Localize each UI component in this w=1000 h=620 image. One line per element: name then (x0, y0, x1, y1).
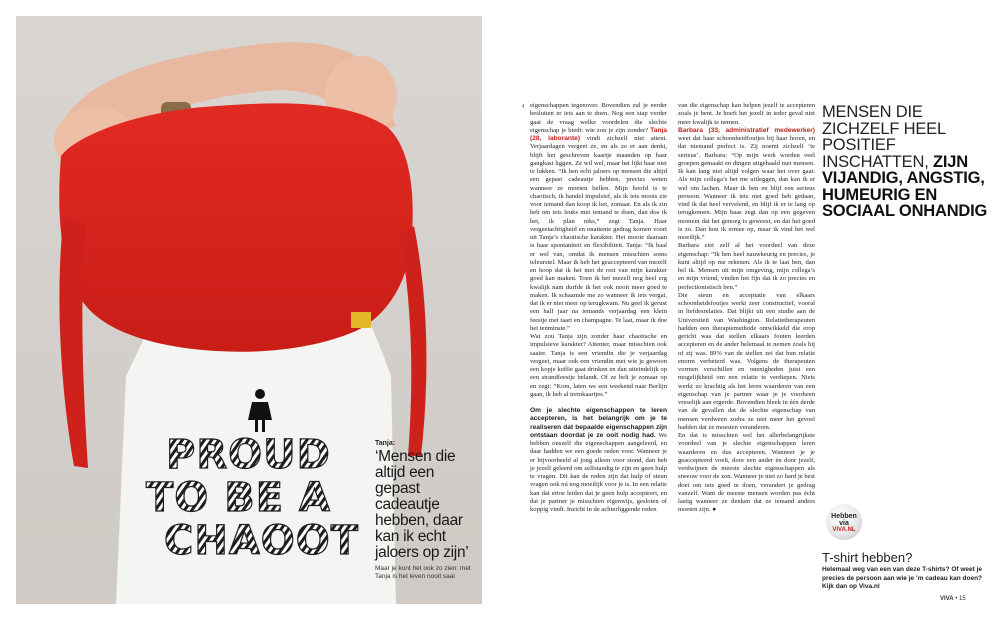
side-headline (822, 104, 992, 220)
shirt-text-line3: CHAOOT (164, 518, 360, 564)
badge-line3: VIVA.NL (832, 527, 856, 533)
shirt-text-line1: PROUD (166, 432, 331, 478)
pull-quote-speaker: Tanja: (375, 440, 396, 447)
column1-p1-text-b: vindt zichzelf niet attent. Verjaardagen vergeet ze, en als ze er aan denkt, blijft het geschreven kaartje maanden op haar gangkast liggen. Ze wil wel, maar het lijkt haar niet te lukken. “Ik ben echt jaloers op mensen die altijd een gepast cadeautje hebben, precies weten wanneer ze moeten bellen. Mijn hoofd is te chaotisch, ik handel impulsief, als ik iets moois zie voor iemand dan koop ik het, zomaar. En als ik zin heb om iets leuks met iemand te doen, dan doe ik het, ik plan niks,” zegt Tanja. Haar vergeetachtigheid en onattente gedrag komen voort uit Tanja’s chaotische karakter. Het mooie daaraan is haar spontaniteit en flexibiliteit. Tanja: “Ik baal er wel van, omdat ik mensen misschien soms teleurstel. Maar ik heb het geaccepteerd van mezelf en hoop dat ik het met de rest van mijn karakter goed kan maken. Toen ik het mezelf nog heel erg kwalijk nam durfde ik het ook nooit meer goed te maken. Ik schaamde me zo wanneer ik iets vergat, dat ik er niet meer op terugkwam. Nu geef ik gerust een half jaar na iemands verjaardag een klein feestje met taart en champagne. Te laat, maar ik doe het tenminste.” (530, 135, 667, 332)
article-column-1 (530, 102, 667, 514)
column1-p1-name: Tanja (28, laborante) (530, 126, 667, 142)
column2-paragraph-3: Barbara ziet zelf al het voordeel van deze eigenschap: “Ik ben heel nauwkeurig en precies, je kunt altijd op me rekenen. Als ik te laat ben, dan bel ik. Mensen uit mijn omgeving, mijn collega’s en mijn vriend, vinden het fijn dat ik zo precies en perfectionistisch ben.” (678, 242, 815, 291)
column1-paragraph-2: Wat zou Tanja zijn zonder haar chaotische en impulsieve karakter? Attenter, maar misschien ook saaier. Tanja is een vriendin die je verjaardag vergeet, maar ook een vriendin met wie je gewoon een kopje koffie gaat drinken en dan uiteindelijk op een strandfeestje belandt. Of ze belt je zomaar op en zegt: “Kom, laten we een weekend naar Berlijn gaan, ik heb al treinkaartjes.” (530, 333, 667, 398)
badge-line2: via (839, 520, 849, 527)
pull-quote-caption: Maar je kunt het ook zo zien: met Tanja is het leven nooit saai (375, 565, 471, 580)
headline-bold: ZIJN VIJANDIG, ANGSTIG, HUMEURIG EN SOCIAAL ONHANDIG (822, 152, 988, 220)
shirt-text-line2: TO BE A (146, 475, 331, 521)
column1-p3-text: We hebben onszelf die eigenschappen aangeleerd, en daar hadden we een goede reden voor. Wanneer je er bijvoorbeeld al jong alleen voor stond, dan heb je jezelf geleerd om zelfstandig te zijn en geen hulp te vragen. Dit kan de reden zijn dat hulp of steun vragen ook nú nog moeilijk voor je is. In een relatie kan dat ertoe leiden dat je geen hulp accepteert, en dat je partner je misschien eigenwijs, gesloten of koppig vindt. Inzicht in de achterliggende reden (530, 431, 667, 513)
pull-quote-text: ‘Mensen die altijd een gepast cadeautje hebben, daar kan ik echt jaloers op zijn’ (375, 448, 469, 561)
column2-p2-name: Barbara (33, administratief medewerker) (678, 126, 815, 134)
article-column-2 (678, 102, 815, 515)
column2-paragraph-5: En dat is misschien wel het allerbelangrijkste voordeel van je slechte eigenschappen leren waarderen en dus accepteren. Wanneer je je geaccepteerd voelt, door een ander én door jezelf, verdwijnen de meeste slechte eigenschappen als sneeuw voor de zon. Wanneer je niet zo hard je best doet om iets goed te doen, verandert je gedrag vanzelf. Want de meeste mensen worden pas écht lastig wanneer ze denken dat ze iemand anders moeten zijn. ● (678, 432, 815, 514)
column1-p3-bold: Om je slechte eigenschappen te leren accepteren, is het belangrijk om je te realiseren dat bepaalde eigenschappen zijn ontstaan doordat je ze ooit nodig had. (530, 407, 667, 439)
column2-p2-text: weet dat haar schoonheidfoutjes bij haar horen, en dat niemand perfect is. Zij noemt zichzelf ‘te serieus’. Barbara: “Op mijn werk worden veel groepen gemaakt en dingen uitgehaald met mensen. Ik kan lang niet altijd volgen waar het over gaat. Als mijn collega’s het me uitleggen, dan kan ik er wel om lachen. Maar ik ben en blijf een serieus persoon. Wanneer ik iets niet goed heb gedaan, vind ik dat heel vervelend, en blijf ik er te lang op terugkomen. Mijn baas zegt dan op een gegeven moment dat het genoeg is geweest, en dat het goed is zo. Dan hou ik ermee op, maar ik vind het wel moeilijk.” (678, 135, 815, 241)
badge-line1: Hebben (831, 513, 857, 520)
footer-brand: VIVA (940, 596, 954, 602)
column1-paragraph-1 (530, 102, 667, 333)
continued-arrow-icon: ‹ (522, 101, 525, 110)
pull-quote (375, 440, 475, 581)
column2-paragraph-4: Die steun en acceptatie van elkaars schoonheidsfoutjes werkt zeer constructief, vooral in liefdesrelaties. Dat blijkt uit een studie aan de Universiteit van Washington. Relatietherapeuten hadden een therapiemethode ontwikkeld die erop gericht was dat stellen elkaars fouten leerden accepteren en de ander helemaal te nemen zoals hij of zij was. 89% van de stellen zei dat hun relatie enorm verbeterd was. Volgens de therapeuten vormen verschillen en onenigheden juist een mogelijkheid om een relatie te verdiepen. Niets werkt zo krachtig als het leren waarderen van een eigenschap van je partner waar je je voorheen vreselijk aan ergerde. Bovendien bleek in één derde van de gevallen dat de slechte eigenschap van mensen verdween zodra ze niet meer het gevoel hadden dat ze moesten veranderen. (678, 291, 815, 431)
column2-paragraph-2 (678, 127, 815, 243)
footer-page-number: 15 (959, 596, 966, 602)
tshirt-title: T-shirt hebben? (822, 550, 913, 565)
column1-p1-text-a: eigenschappen tegenover. Bovendien zul je eerder besluiten er iets aan te doen. Nog een stap verder gaat de vraag welke voordelen die slechte eigenschap je biedt: wie zou je zijn zonder? (530, 102, 667, 134)
headline-thin: MENSEN DIE ZICHZELF HEEL POSITIEF INSCHATTEN, (822, 103, 946, 171)
tshirt-body: Helemaal weg van een van deze T-shirts? Of weet je precies de persoon aan wie je ’m cadeau kan doen? Kijk dan op Viva.nl (822, 566, 983, 590)
column1-paragraph-3 (530, 407, 667, 514)
column2-paragraph-1: van die eigenschap kan helpen jezelf te accepteren zoals je bent. Je hoeft het jezelf in ieder geval niet meer kwalijk te nemen. (678, 102, 815, 126)
viva-badge[interactable] (826, 504, 862, 540)
page-footer: VIVA • 15 (940, 596, 966, 602)
